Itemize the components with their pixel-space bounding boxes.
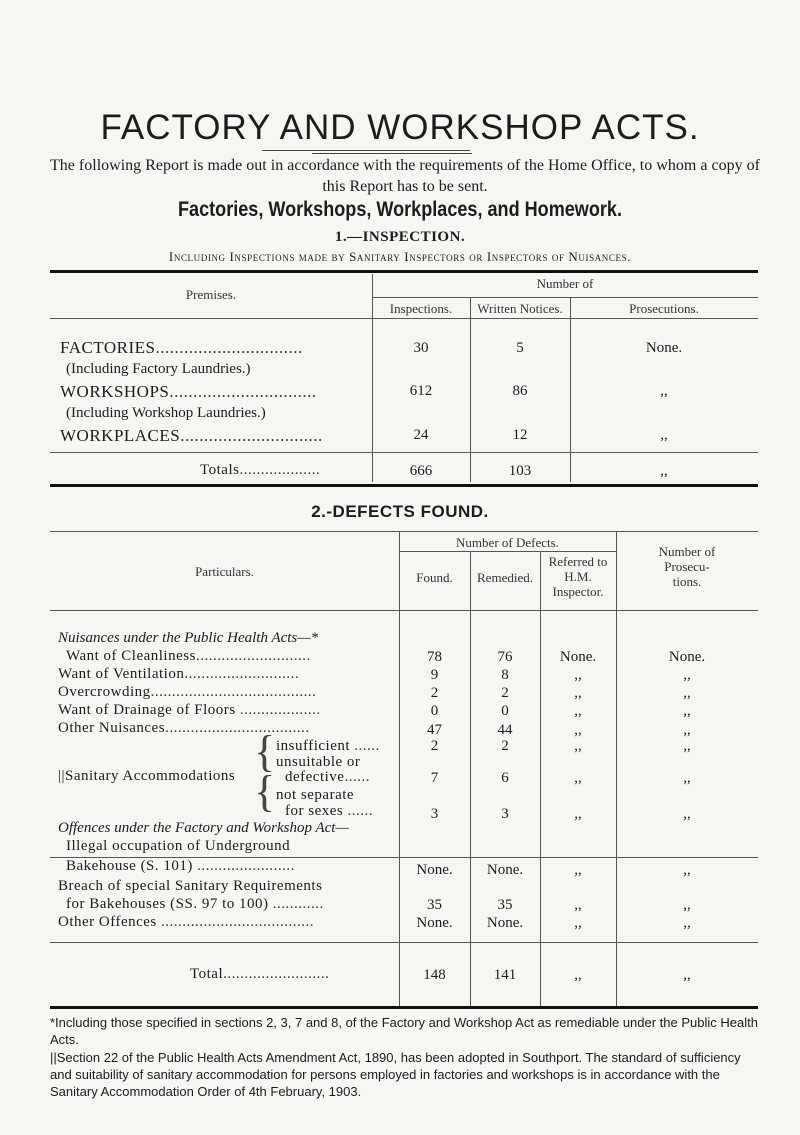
sanitary-sublabel: defective...... xyxy=(285,769,370,785)
remedied-value: None. xyxy=(486,915,524,931)
referred-value: ,, xyxy=(574,806,582,822)
inspections-total: 666 xyxy=(409,463,433,479)
col-header-prosecutions: Prosecutions. xyxy=(629,301,699,316)
remedied-value: 2 xyxy=(501,685,509,701)
premises-label: FACTORIES............................... xyxy=(60,338,303,357)
premises-label: WORKPLACES.............................. xyxy=(60,426,323,445)
column-divider xyxy=(540,857,541,1007)
row-label: Breach of special Sanitary Requirements xyxy=(58,878,323,894)
remedied-value: 2 xyxy=(501,738,509,754)
referred-value: ,, xyxy=(574,667,582,683)
page-title: FACTORY AND WORKSHOP ACTS. xyxy=(100,108,700,147)
found-value: 47 xyxy=(427,722,442,738)
referred-value: ,, xyxy=(574,722,582,738)
referred-total: ,, xyxy=(574,967,582,983)
column-divider xyxy=(470,857,471,1007)
found-value: 35 xyxy=(427,897,442,913)
sanitary-sublabel: insufficient ...... xyxy=(276,738,380,754)
title-underline xyxy=(312,153,472,154)
footnote-section-22: ||Section 22 of the Public Health Acts Amendment Act, 1890, has been adopted in Southport. The standard of sufficiency and suitability of sanitary accommodation for persons employed in factories and workshops is in accordance with the Sanitary Accommodation Order of 4th February, 1903. xyxy=(50,1050,741,1099)
table-rule xyxy=(50,942,758,943)
col-header-prosecutions: Number of Prosecu- tions. xyxy=(658,544,716,589)
title-underline xyxy=(262,150,470,151)
found-total: 148 xyxy=(423,967,446,983)
referred-value: ,, xyxy=(574,738,582,754)
column-divider xyxy=(399,857,400,1007)
prosecutions-value: None. xyxy=(668,649,706,665)
col-header-referred: Referred to H.M. Inspector. xyxy=(548,554,608,599)
table-rule xyxy=(50,270,758,273)
notices-total: 103 xyxy=(508,463,532,479)
section-heading: Factories, Workshops, Workplaces, and Homework. xyxy=(178,198,622,221)
sanitary-label: ||Sanitary Accommodations xyxy=(58,768,236,784)
remedied-value: 0 xyxy=(501,703,509,719)
prosecutions-value: ,, xyxy=(660,383,668,399)
inspection-subheading: Including Inspections made by Sanitary Inspectors or Inspectors of Nuisances. xyxy=(168,249,632,264)
prosecutions-value: ,, xyxy=(683,685,691,701)
footnote-star: *Including those specified in sections 2, 3, 7 and 8, of the Factory and Workshop Act as remediable under the Public Health Acts. xyxy=(50,1015,758,1047)
row-label: Want of Cleanliness........................... xyxy=(66,648,311,664)
found-value: 9 xyxy=(430,667,439,683)
found-value: 78 xyxy=(427,649,442,665)
remedied-value: 8 xyxy=(501,667,509,683)
found-value: None. xyxy=(416,862,453,878)
total-label: Total......................... xyxy=(190,966,330,982)
col-header-premises: Premises. xyxy=(185,287,237,302)
prosecutions-value: ,, xyxy=(683,862,691,878)
prosecutions-value: ,, xyxy=(660,427,668,443)
referred-value: ,, xyxy=(574,915,582,931)
table-rule xyxy=(50,1006,758,1009)
prosecutions-total: ,, xyxy=(683,967,691,983)
referred-value: ,, xyxy=(574,770,582,786)
sanitary-sublabel: unsuitable or xyxy=(276,754,361,770)
found-value: 7 xyxy=(430,770,439,786)
prosecutions-value: ,, xyxy=(683,738,691,754)
table-rule xyxy=(50,484,758,487)
table-rule xyxy=(50,531,758,532)
remedied-total: 141 xyxy=(493,967,517,983)
brace-glyph: { xyxy=(254,767,276,816)
col-header-remedied: Remedied. xyxy=(477,570,533,585)
row-label: Other Nuisances.................................. xyxy=(58,720,310,736)
remedied-value: 76 xyxy=(497,649,513,665)
prosecutions-value: ,, xyxy=(683,806,691,822)
notices-value: 5 xyxy=(516,340,524,356)
col-header-number-of: Number of xyxy=(536,276,594,291)
col-header-inspections: Inspections. xyxy=(389,301,453,316)
prosecutions-value: ,, xyxy=(683,770,691,786)
prosecutions-value: ,, xyxy=(683,703,691,719)
prosecutions-value: None. xyxy=(645,340,683,356)
prosecutions-value: ,, xyxy=(683,722,691,738)
row-label: Bakehouse (S. 101) ....................... xyxy=(66,858,295,874)
row-label: Other Offences .................................... xyxy=(58,914,315,930)
found-value: 0 xyxy=(430,703,439,719)
col-header-written-notices: Written Notices. xyxy=(477,301,563,316)
col-header-found: Found. xyxy=(416,570,453,585)
referred-value: None. xyxy=(559,649,597,665)
notices-value: 12 xyxy=(512,427,528,443)
table-rule xyxy=(50,318,758,319)
col-header-number-of-defects: Number of Defects. xyxy=(456,535,559,550)
premises-sublabel: (Including Workshop Laundries.) xyxy=(66,405,266,421)
row-label: Want of Drainage of Floors ................... xyxy=(58,702,321,718)
found-value: None. xyxy=(416,915,453,931)
referred-value: ,, xyxy=(574,897,582,913)
table-rule xyxy=(50,610,758,611)
defects-heading: 2.-DEFECTS FOUND. xyxy=(311,502,489,521)
inspection-heading: 1.—INSPECTION. xyxy=(334,229,466,245)
group-heading: Nuisances under the Public Health Acts—* xyxy=(58,630,319,646)
col-header-particulars: Particulars. xyxy=(195,564,254,579)
referred-value: ,, xyxy=(574,685,582,701)
table-rule xyxy=(50,452,758,453)
remedied-value: 35 xyxy=(497,897,513,913)
premises-sublabel: (Including Factory Laundries.) xyxy=(66,361,251,377)
totals-label: Totals................... xyxy=(200,462,321,478)
group-heading: Offences under the Factory and Workshop Act— xyxy=(58,820,349,836)
inspections-value: 612 xyxy=(409,383,433,399)
premises-label: WORKSHOPS............................... xyxy=(60,382,317,401)
prosecutions-total: ,, xyxy=(660,463,668,479)
referred-value: ,, xyxy=(574,703,582,719)
remedied-value: 44 xyxy=(497,722,513,738)
inspections-value: 30 xyxy=(413,340,429,356)
table-rule xyxy=(372,297,758,298)
brace-glyph: { xyxy=(254,727,276,776)
table-rule xyxy=(399,551,616,552)
row-label: Want of Ventilation........................... xyxy=(58,666,300,682)
found-value: 3 xyxy=(430,806,439,822)
prosecutions-value: ,, xyxy=(683,897,691,913)
remedied-value: 3 xyxy=(501,806,509,822)
intro-paragraph: The following Report is made out in accordance with the requirements of the Home Office, to whom a copy of this Report has to be sent. xyxy=(50,157,760,195)
row-label: Illegal occupation of Underground xyxy=(66,838,291,854)
prosecutions-value: ,, xyxy=(683,667,691,683)
found-value: 2 xyxy=(430,738,439,754)
prosecutions-value: ,, xyxy=(683,915,691,931)
found-value: 2 xyxy=(430,685,439,701)
remedied-value: None. xyxy=(486,862,524,878)
referred-value: ,, xyxy=(574,862,582,878)
inspections-value: 24 xyxy=(413,427,429,443)
sanitary-sublabel: for sexes ...... xyxy=(285,803,373,819)
notices-value: 86 xyxy=(512,383,528,399)
column-divider xyxy=(616,857,617,1007)
sanitary-sublabel: not separate xyxy=(276,787,355,803)
row-label: Overcrowding....................................... xyxy=(58,684,317,700)
row-label: for Bakehouses (SS. 97 to 100) ............ xyxy=(66,896,324,912)
remedied-value: 6 xyxy=(501,770,509,786)
